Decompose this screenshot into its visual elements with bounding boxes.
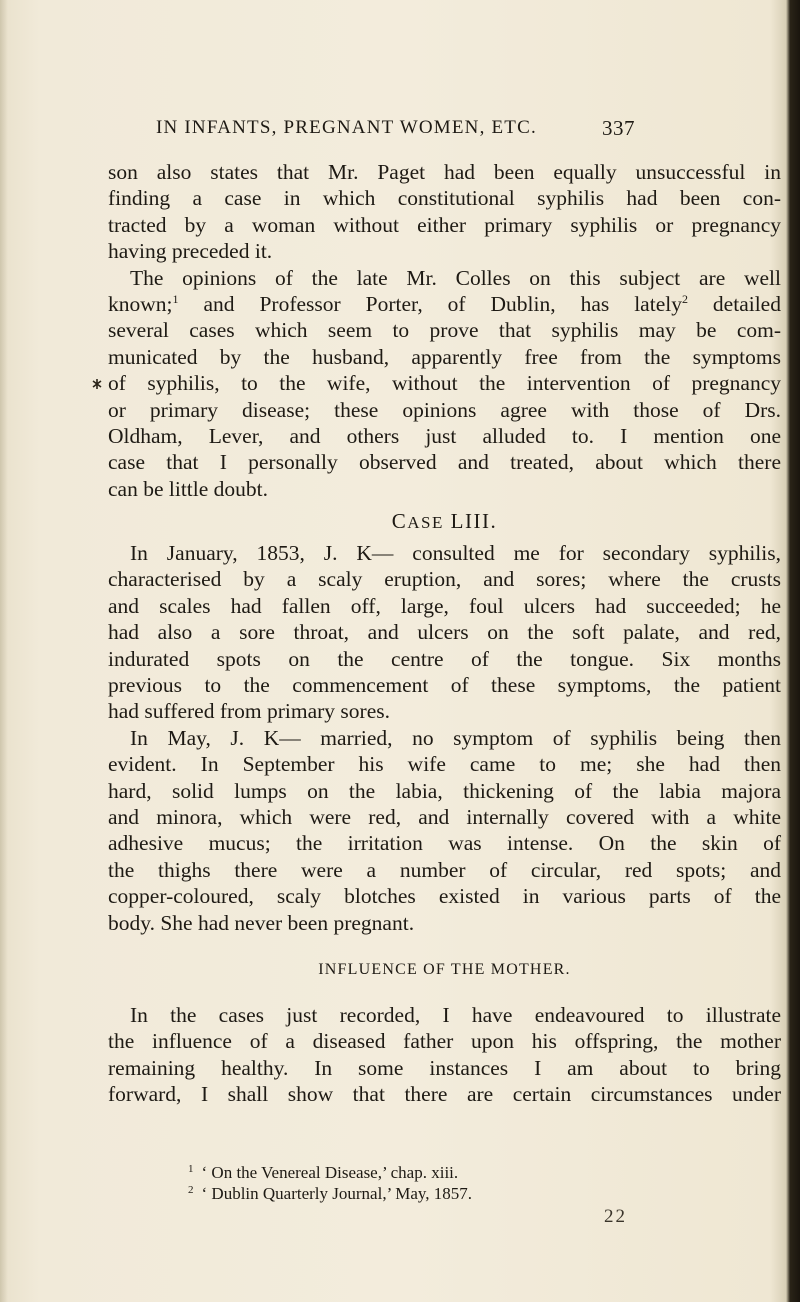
case-heading-smallcaps: ASE	[407, 513, 444, 533]
text-line: body. She had never been pregnant.	[108, 910, 415, 935]
text-line: having preceded it.	[108, 239, 273, 264]
text-fragment: detailed	[687, 291, 781, 316]
text-line: the thighs there were a number of circular, red spots; and	[108, 857, 781, 882]
text-line: of syphilis, to the wife, without the intervention of pregnancy	[108, 371, 781, 396]
text-line: previous to the commencement of these symptoms, the patient	[108, 673, 781, 698]
section-heading: INFLUENCE OF THE MOTHER.	[318, 960, 571, 978]
text-fragment: and Professor Porter, of Dublin, has lately	[178, 291, 682, 316]
text-line: In January, 1853, J. K— consulted me for secondary syphilis,	[130, 541, 781, 566]
footnotes	[188, 1162, 708, 1204]
text-line: had suffered from primary sores.	[108, 699, 390, 724]
margin-asterisk-icon	[90, 377, 104, 391]
running-head	[0, 117, 800, 141]
footnote-ref: 2	[681, 291, 688, 306]
text-line: son also states that Mr. Paget had been equally unsuccessful in	[108, 160, 781, 184]
text-line: remaining healthy. In some instances I am about to bring	[108, 1055, 781, 1080]
text-line: had also a sore throat, and ulcers on the soft palate, and red,	[108, 620, 781, 645]
text-line: the influence of a diseased father upon his offspring, the mother	[108, 1029, 781, 1054]
case-heading-initial: C	[391, 509, 408, 534]
text-line: and scales had fallen off, large, foul ulcers had succeeded; he	[108, 593, 781, 618]
text-line: evident. In September his wife came to me; she had then	[108, 752, 781, 777]
footnote	[188, 1162, 708, 1183]
text-line: copper-coloured, scaly blotches existed in various parts of the	[108, 884, 781, 909]
text-line: In the cases just recorded, I have endeavoured to illustrate	[130, 1002, 781, 1027]
text-line: characterised by a scaly eruption, and sores; where the crusts	[108, 567, 781, 592]
text-line: several cases which seem to prove that syphilis may be com-	[108, 318, 781, 343]
text-line: tracted by a woman without either primary syphilis or pregnancy	[108, 212, 781, 237]
text-line: forward, I shall show that there are certain circumstances under	[108, 1082, 781, 1107]
footnote-text: ‘ On the Venereal Disease,’ chap. xiii.	[201, 1163, 459, 1182]
footnote	[188, 1183, 708, 1204]
text-line: Oldham, Lever, and others just alluded to. I mention one	[108, 423, 781, 448]
text-line: finding a case in which constitutional syphilis had been con-	[108, 186, 781, 211]
text-line: or primary disease; these opinions agree with those of Drs.	[108, 397, 781, 422]
text-line: and minora, which were red, and internally covered with a white	[108, 804, 781, 829]
page-number: 337	[602, 116, 635, 140]
signature-mark: 22	[604, 1206, 627, 1227]
footnote-mark: 2	[188, 1184, 194, 1196]
text-line: case that I personally observed and treated, about which there	[108, 450, 781, 475]
text-line: In May, J. K— married, no symptom of syphilis being then	[130, 725, 781, 750]
text-line: can be little doubt.	[108, 476, 269, 501]
text-line-with-footnote-refs	[108, 291, 781, 317]
case-heading	[108, 504, 781, 538]
text-line: hard, solid lumps on the labia, thickening of the labia majora	[108, 778, 781, 803]
footnote-text: ‘ Dublin Quarterly Journal,’ May, 1857.	[201, 1184, 473, 1203]
text-line: indurated spots on the centre of the tongue. Six months	[108, 646, 781, 671]
text-fragment: known;	[108, 291, 173, 316]
case-heading-numeral: LIII.	[443, 509, 498, 534]
text-line: The opinions of the late Mr. Colles on this subject are well	[130, 265, 781, 290]
footnote-ref: 1	[172, 291, 179, 306]
text-line: adhesive mucus; the irritation was intense. On the skin of	[108, 831, 781, 856]
footnote-mark: 1	[188, 1163, 194, 1175]
body-text	[108, 159, 781, 1108]
running-title: IN INFANTS, PREGNANT WOMEN, ETC.	[156, 117, 537, 138]
page-gutter	[0, 0, 8, 1302]
text-line: municated by the husband, apparently free from the symptoms	[108, 344, 781, 369]
